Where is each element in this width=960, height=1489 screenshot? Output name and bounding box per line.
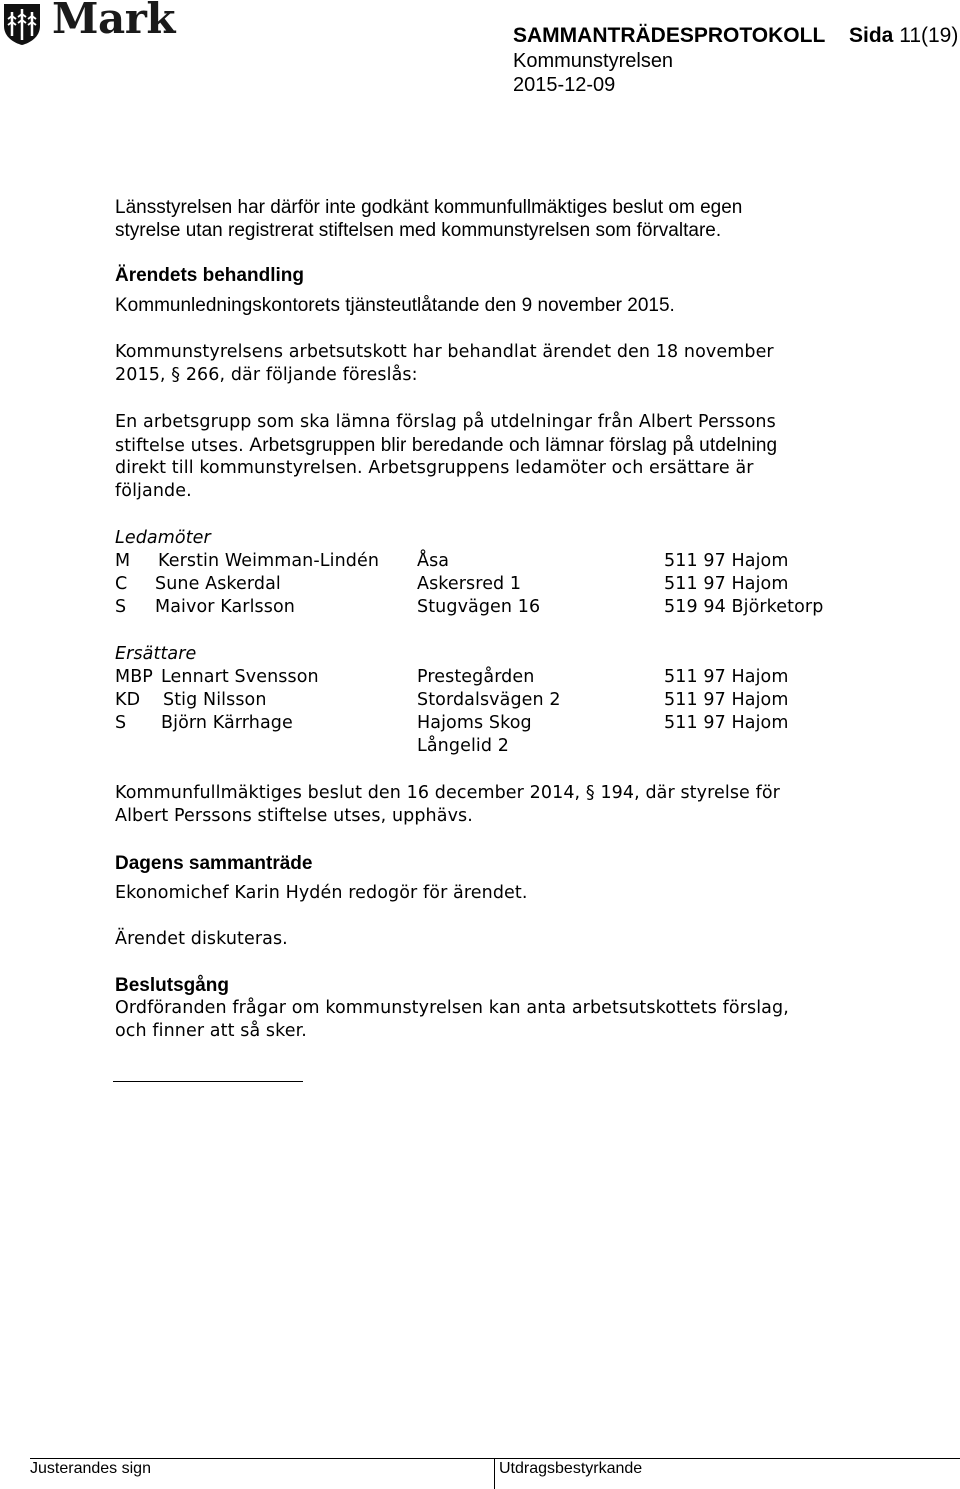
p3-year: 2015,	[115, 365, 166, 385]
paragraph-3-line-2	[115, 364, 418, 387]
ledamot-party: S	[115, 597, 127, 617]
section-sign-icon: §	[585, 783, 595, 803]
ledamot-postal: 511 97 Hajom	[664, 574, 789, 594]
paragraph-7: Ärendet diskuteras.	[115, 929, 288, 949]
logo-text: Mark	[52, 0, 175, 43]
p4-l2-a: stiftelse utses.	[115, 436, 244, 456]
ledamot-address: Askersred 1	[417, 574, 522, 594]
footer-justerandes-sign: Justerandes sign	[30, 1460, 151, 1477]
ledamot-address: Åsa	[417, 551, 450, 571]
paragraph-4-line-4: följande.	[115, 481, 192, 501]
paragraph-4-line-1: En arbetsgrupp som ska lämna förslag på utdelningar från Albert Perssons	[115, 412, 776, 432]
ledamot-name: Kerstin Weimman-Lindén	[158, 551, 380, 571]
ledamoter-label: Ledamöter	[115, 528, 211, 548]
paragraph-2: Kommunledningskontorets tjänsteutlåtande den 9 november 2015.	[115, 295, 675, 316]
ersattare-label: Ersättare	[115, 644, 197, 664]
page-label: Sida	[849, 24, 894, 47]
ersattare-address: Prestegården	[417, 667, 535, 687]
footer-divider	[494, 1458, 495, 1489]
p5-l1-a: Kommunfullmäktiges beslut den 16 december 2014,	[115, 783, 581, 803]
ersattare-party: KD	[115, 690, 141, 710]
ersattare-name: Stig Nilsson	[163, 690, 267, 710]
page-indicator	[849, 24, 958, 48]
paragraph-5-line-2: Albert Perssons stiftelse utses, upphävs.	[115, 806, 473, 826]
ledamot-postal: 511 97 Hajom	[664, 551, 789, 571]
paragraph-5-line-1	[115, 782, 780, 805]
footer-utdragsbestyrkande: Utdragsbestyrkande	[499, 1460, 643, 1477]
ledamot-postal: 519 94 Björketorp	[664, 597, 824, 617]
p5-l1-b: 194, där styrelse för	[600, 783, 780, 803]
ledamot-address: Stugvägen 16	[417, 597, 541, 617]
ersattare-address-extra: Långelid 2	[417, 736, 509, 756]
paragraph-1-line-2: styrelse utan registrerat stiftelsen med kommunstyrelsen som förvaltare.	[115, 220, 722, 241]
ledamot-party: C	[115, 574, 128, 594]
ersattare-address: Hajoms Skog	[417, 713, 532, 733]
paragraph-4-line-2	[115, 434, 777, 458]
paragraph-6: Ekonomichef Karin Hydén redogör för ärendet.	[115, 883, 528, 903]
meeting-date: 2015-12-09	[513, 74, 616, 96]
ledamot-name: Maivor Karlsson	[155, 597, 295, 617]
heading-beslutsgang: Beslutsgång	[115, 975, 230, 996]
p3-rest: 266, där följande föreslås:	[185, 365, 418, 385]
municipality-crest-icon	[2, 2, 42, 46]
section-sign-icon: §	[171, 365, 181, 385]
ersattare-postal: 511 97 Hajom	[664, 713, 789, 733]
ersattare-postal: 511 97 Hajom	[664, 690, 789, 710]
heading-arendets-behandling: Ärendets behandling	[115, 265, 304, 286]
ledamot-name: Sune Askerdal	[155, 574, 281, 594]
heading-dagens-sammantrade: Dagens sammanträde	[115, 853, 313, 874]
ledamot-party: M	[115, 551, 131, 571]
organization-name: Kommunstyrelsen	[513, 50, 674, 72]
ersattare-party: S	[115, 713, 127, 733]
signature-line	[113, 1081, 303, 1082]
ersattare-address: Stordalsvägen 2	[417, 690, 561, 710]
p4-l3-b: Arbetsgruppens ledamöter och ersättare är	[368, 458, 754, 478]
paragraph-8-line-1: Ordföranden frågar om kommunstyrelsen kan anta arbetsutskottets förslag,	[115, 998, 789, 1018]
document-title: SAMMANTRÄDESPROTOKOLL	[513, 24, 826, 47]
ersattare-name: Björn Kärrhage	[161, 713, 293, 733]
ersattare-postal: 511 97 Hajom	[664, 667, 789, 687]
p4-l3-a: direkt till kommunstyrelsen.	[115, 458, 363, 478]
paragraph-4-line-3	[115, 457, 754, 480]
p4-l2-b: Arbetsgruppen blir beredande och lämnar förslag på utdelning	[249, 435, 778, 456]
ersattare-name: Lennart Svensson	[161, 667, 319, 687]
paragraph-3-line-1: Kommunstyrelsens arbetsutskott har behandlat ärendet den 18 november	[115, 342, 774, 362]
ersattare-party: MBP	[115, 667, 153, 687]
paragraph-8-line-2: och finner att så sker.	[115, 1021, 307, 1041]
footer-rule	[30, 1458, 960, 1459]
paragraph-1-line-1: Länsstyrelsen har därför inte godkänt kommunfullmäktiges beslut om egen	[115, 197, 743, 218]
page-number: 11(19)	[899, 24, 959, 47]
